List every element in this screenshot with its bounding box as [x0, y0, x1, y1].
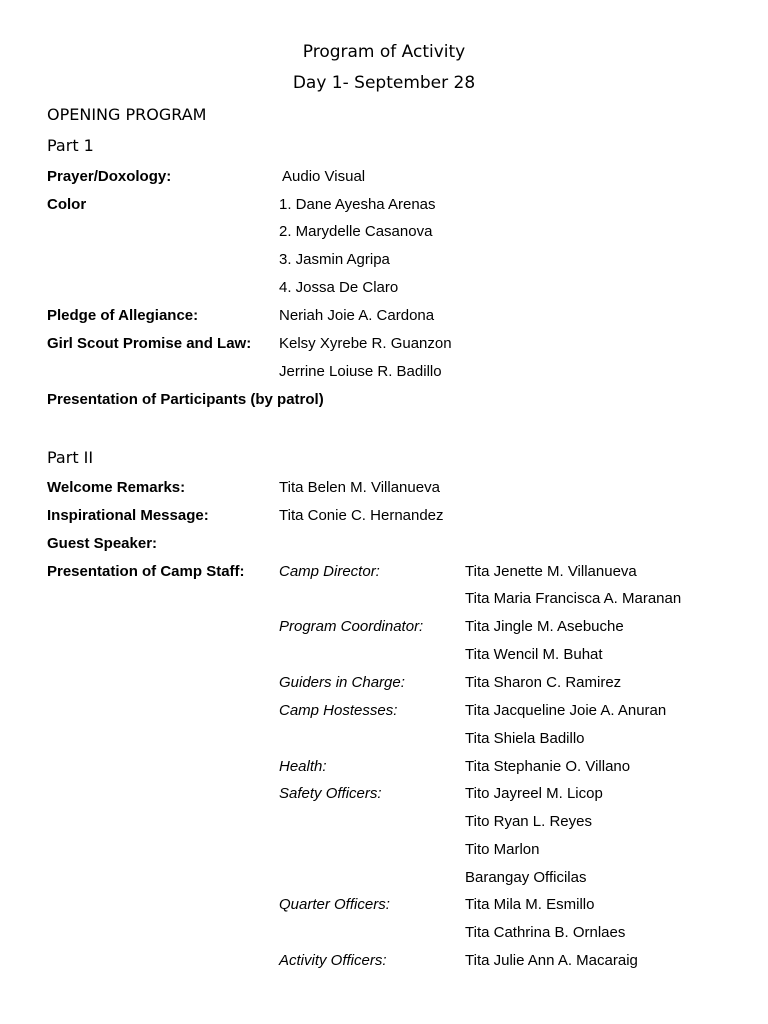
staff-name: Tita Jingle M. Asebuche: [465, 618, 624, 635]
prayer-value: Audio Visual: [282, 168, 366, 185]
staff-name: Tita Sharon C. Ramirez: [465, 674, 622, 691]
opening-program-heading: OPENING PROGRAM: [47, 105, 207, 124]
staff-role: Quarter Officers:: [279, 896, 390, 913]
document-subtitle: Day 1- September 28: [292, 73, 476, 93]
staff-name: Tito Marlon: [465, 841, 540, 858]
pledge-label: Pledge of Allegiance:: [47, 307, 199, 324]
welcome-value: Tita Belen M. Villanueva: [279, 479, 440, 496]
part2-heading: Part II: [47, 448, 94, 467]
staff-role: Health:: [279, 758, 327, 775]
staff-role: Guiders in Charge:: [279, 674, 405, 691]
staff-name: Tita Mila M. Esmillo: [465, 896, 595, 913]
color-name: 2. Marydelle Casanova: [279, 223, 433, 240]
part1-heading: Part 1: [47, 136, 94, 155]
inspirational-value: Tita Conie C. Hernandez: [279, 507, 444, 524]
inspirational-label: Inspirational Message:: [47, 507, 209, 524]
color-label: Color: [47, 196, 87, 213]
color-name: 3. Jasmin Agripa: [279, 251, 390, 268]
staff-name: Tita Jacqueline Joie A. Anuran: [465, 702, 667, 719]
prayer-label: Prayer/Doxology:: [47, 168, 172, 185]
welcome-label: Welcome Remarks:: [47, 479, 186, 496]
staff-name: Tita Jenette M. Villanueva: [465, 563, 637, 580]
staff-name: Tita Shiela Badillo: [465, 730, 585, 747]
staff-role: Camp Hostesses:: [279, 702, 398, 719]
staff-name: Tita Maria Francisca A. Maranan: [465, 590, 682, 607]
staff-role: Camp Director:: [279, 563, 380, 580]
staff-name: Tito Jayreel M. Licop: [465, 785, 603, 802]
presentation-label: Presentation of Participants (by patrol): [47, 391, 324, 408]
staff-name: Tita Wencil M. Buhat: [465, 646, 603, 663]
staff-name: Tita Stephanie O. Villano: [465, 758, 631, 775]
staff-role: Program Coordinator:: [279, 618, 424, 635]
color-name: 1. Dane Ayesha Arenas: [279, 196, 436, 213]
pledge-value: Neriah Joie A. Cardona: [279, 307, 435, 324]
promise-name: Jerrine Loiuse R. Badillo: [279, 363, 442, 380]
staff-name: Tita Cathrina B. Ornlaes: [465, 924, 626, 941]
document-title: Program of Activity: [302, 42, 466, 62]
staff-role: Activity Officers:: [279, 952, 387, 969]
guest-speaker-label: Guest Speaker:: [47, 535, 158, 552]
color-name: 4. Jossa De Claro: [279, 279, 399, 296]
staff-name: Tito Ryan L. Reyes: [465, 813, 592, 830]
staff-role: Safety Officers:: [279, 785, 382, 802]
staff-name: Tita Julie Ann A. Macaraig: [465, 952, 638, 969]
staff-name: Barangay Officilas: [465, 869, 587, 886]
promise-name: Kelsy Xyrebe R. Guanzon: [279, 335, 452, 352]
camp-staff-label: Presentation of Camp Staff:: [47, 563, 245, 580]
promise-label: Girl Scout Promise and Law:: [47, 335, 252, 352]
